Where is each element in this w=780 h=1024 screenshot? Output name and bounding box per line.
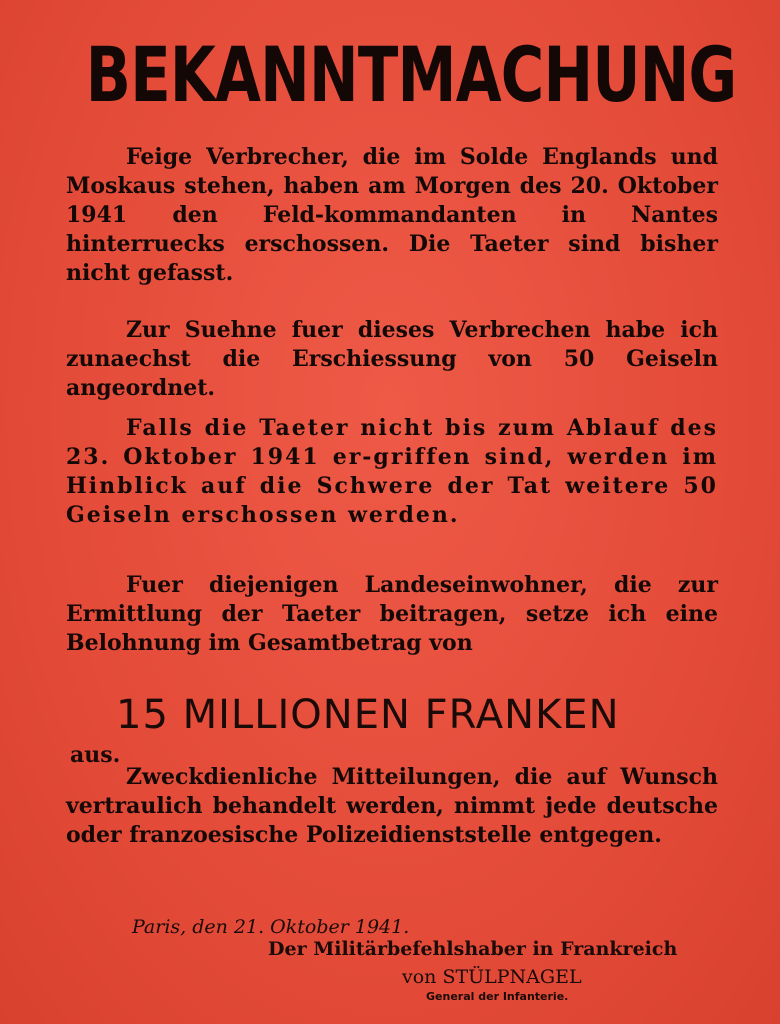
signature-name: von STÜLPNAGEL [402, 966, 582, 988]
signature-title: Der Militärbefehlshaber in Frankreich [268, 938, 678, 960]
poster-title: BEKANNTMACHUNG [85, 30, 737, 119]
paragraph-2: Zur Suehne fuer dieses Verbrechen habe ich zunaechst die Erschiessung von 50 Geiseln angeordnet. [66, 317, 718, 401]
paragraph-5: Zweckdienliche Mitteilungen, die auf Wunsch vertraulich behandelt werden, nimmt jede deutsche oder franzoesische Polizeidienststelle entgegen. [66, 764, 718, 848]
place-date: Paris, den 21. Oktober 1941. [132, 916, 410, 938]
paragraph-1: Feige Verbrecher, die im Solde Englands und Moskaus stehen, haben am Morgen des 20. Oktober 1941 den Feld-kommandanten in Nantes hinterruecks erschossen. Die Taeter sind bisher nicht gefasst. [66, 144, 718, 286]
paragraph-3: Falls die Taeter nicht bis zum Ablauf des 23. Oktober 1941 er-griffen sind, werden im Hinblick auf die Schwere der Tat weitere 50 Geiseln erschossen werden. [66, 415, 718, 528]
paragraph-4: Fuer diejenigen Landeseinwohner, die zur Ermittlung der Taeter beitragen, setze ich eine Belohnung im Gesamtbetrag von [66, 572, 718, 656]
reward-suffix: aus. [70, 742, 121, 768]
reward-amount: 15 MILLIONEN FRANKEN [116, 692, 620, 738]
signature-rank: General der Infanterie. [426, 990, 569, 1003]
